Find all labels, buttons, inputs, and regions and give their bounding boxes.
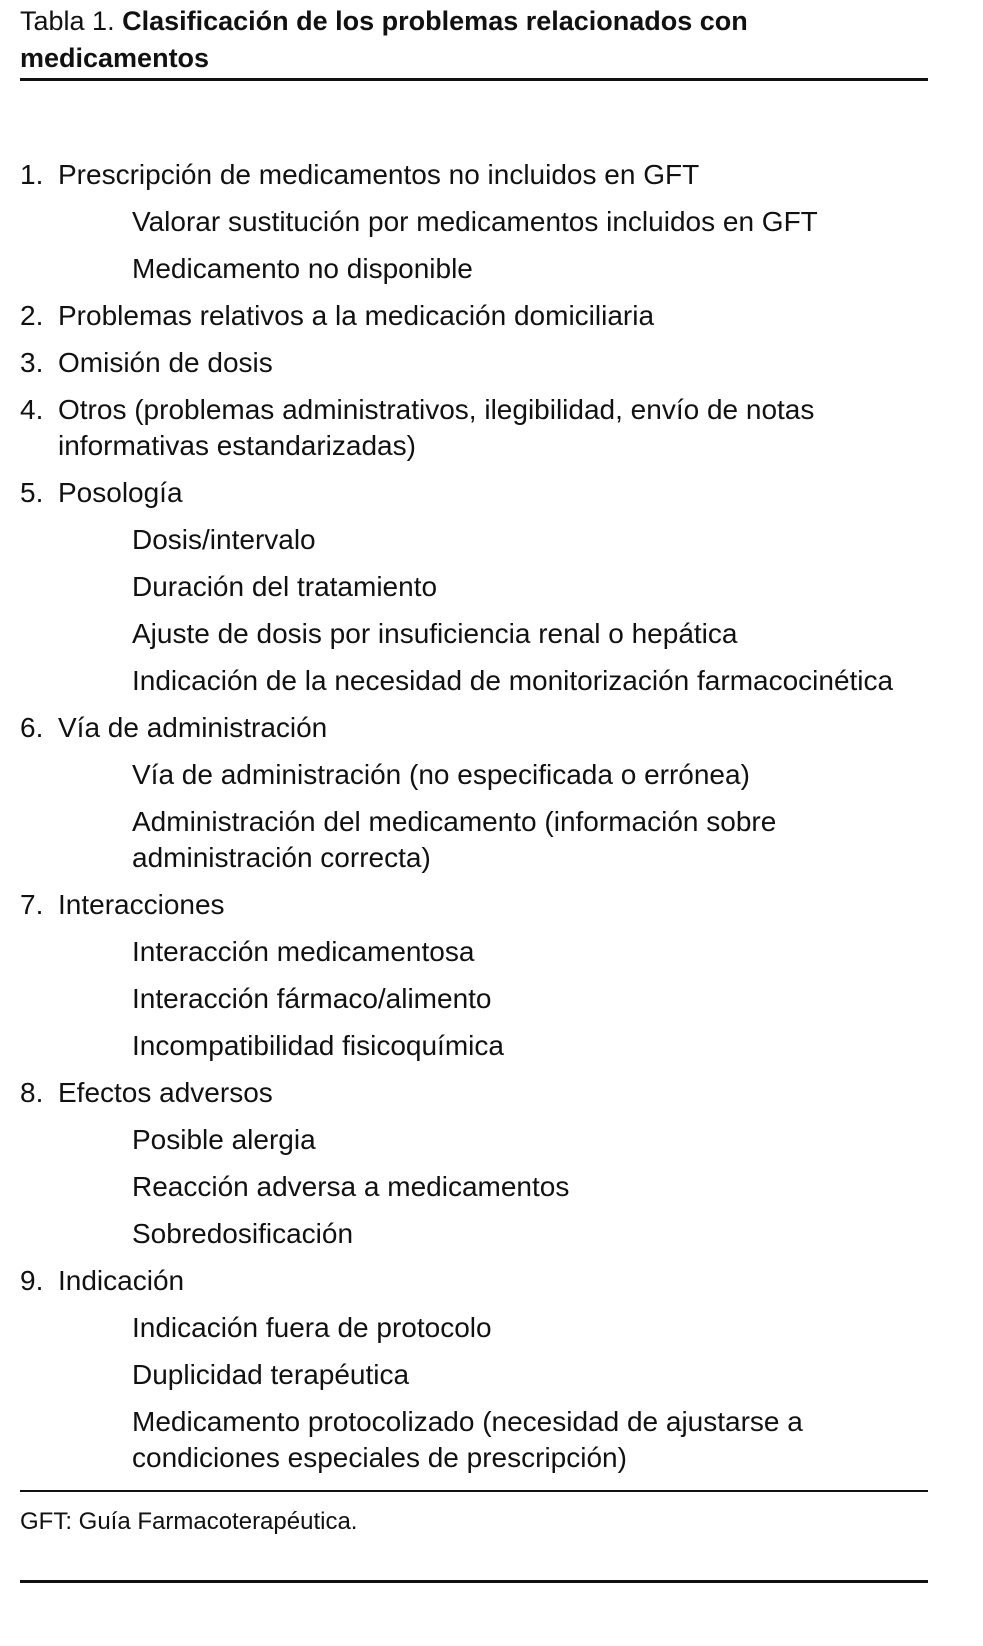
sub-item bbox=[20, 1357, 928, 1393]
sub-item bbox=[20, 663, 928, 699]
sub-item-text: Administración del medicamento (información sobre administración correcta) bbox=[132, 806, 777, 873]
sub-item bbox=[20, 1310, 928, 1346]
item-text: Omisión de dosis bbox=[58, 347, 273, 378]
sub-item-text: Valorar sustitución por medicamentos incluidos en GFT bbox=[132, 206, 818, 237]
sub-item-text: Duración del tratamiento bbox=[132, 571, 438, 602]
item-number: 8. bbox=[20, 1077, 44, 1108]
item-number: 4. bbox=[20, 394, 44, 425]
sub-item bbox=[20, 1122, 928, 1158]
item-text: Otros (problemas administrativos, ilegibilidad, envío de notas informativas estandarizadas) bbox=[58, 394, 815, 461]
bottom-rule bbox=[20, 1490, 928, 1492]
sub-item-text: Vía de administración (no especificada o errónea) bbox=[132, 759, 750, 790]
table-container bbox=[20, 0, 928, 1535]
item-text: Interacciones bbox=[58, 889, 225, 920]
list-item bbox=[20, 1263, 928, 1299]
list-item bbox=[20, 392, 928, 464]
table-label: Tabla 1. bbox=[20, 6, 115, 36]
sub-item-text: Indicación de la necesidad de monitorización farmacocinética bbox=[132, 665, 894, 696]
item-number: 3. bbox=[20, 347, 44, 378]
item-text: Posología bbox=[58, 477, 183, 508]
list-item bbox=[20, 887, 928, 923]
sub-item-text: Interacción medicamentosa bbox=[132, 936, 475, 967]
item-number: 6. bbox=[20, 712, 44, 743]
list-item bbox=[20, 157, 928, 193]
sub-item-text: Medicamento no disponible bbox=[132, 253, 473, 284]
item-text: Vía de administración bbox=[58, 712, 328, 743]
sub-item bbox=[20, 616, 928, 652]
sub-item bbox=[20, 569, 928, 605]
sub-item-text: Reacción adversa a medicamentos bbox=[132, 1171, 570, 1202]
sub-item bbox=[20, 522, 928, 558]
sub-item-text: Duplicidad terapéutica bbox=[132, 1359, 410, 1390]
item-text: Prescripción de medicamentos no incluidos en GFT bbox=[58, 159, 700, 190]
table-title-text: Clasificación de los problemas relacionados con medicamentos bbox=[20, 6, 748, 73]
sub-item bbox=[20, 1028, 928, 1064]
item-text: Problemas relativos a la medicación domiciliaria bbox=[58, 300, 655, 331]
sub-item bbox=[20, 1404, 928, 1476]
item-number: 9. bbox=[20, 1265, 44, 1296]
list-item bbox=[20, 710, 928, 746]
item-number: 2. bbox=[20, 300, 44, 331]
item-number: 1. bbox=[20, 159, 44, 190]
list-item bbox=[20, 475, 928, 511]
table-footnote: GFT: Guía Farmacoterapéutica. bbox=[20, 1508, 358, 1535]
sub-item-text: Posible alergia bbox=[132, 1124, 316, 1155]
top-rule bbox=[20, 78, 928, 81]
sub-item bbox=[20, 981, 928, 1017]
end-rule bbox=[20, 1580, 928, 1583]
sub-item bbox=[20, 204, 928, 240]
item-number: 5. bbox=[20, 477, 44, 508]
sub-item bbox=[20, 251, 928, 287]
item-text: Indicación bbox=[58, 1265, 185, 1296]
sub-item bbox=[20, 1169, 928, 1205]
sub-item-text: Interacción fármaco/alimento bbox=[132, 983, 492, 1014]
item-number: 7. bbox=[20, 889, 44, 920]
sub-item-text: Sobredosificación bbox=[132, 1218, 354, 1249]
sub-item bbox=[20, 1216, 928, 1252]
sub-item bbox=[20, 757, 928, 793]
sub-item bbox=[20, 934, 928, 970]
list-item bbox=[20, 1075, 928, 1111]
list-item bbox=[20, 298, 928, 334]
classification-list bbox=[20, 157, 928, 1487]
sub-item bbox=[20, 804, 928, 876]
table-title bbox=[20, 3, 928, 77]
sub-item-text: Incompatibilidad fisicoquímica bbox=[132, 1030, 504, 1061]
sub-item-text: Dosis/intervalo bbox=[132, 524, 316, 555]
list-item bbox=[20, 345, 928, 381]
sub-item-text: Ajuste de dosis por insuficiencia renal o hepática bbox=[132, 618, 738, 649]
item-text: Efectos adversos bbox=[58, 1077, 273, 1108]
sub-item-text: Medicamento protocolizado (necesidad de ajustarse a condiciones especiales de prescripción) bbox=[132, 1406, 803, 1473]
sub-item-text: Indicación fuera de protocolo bbox=[132, 1312, 492, 1343]
